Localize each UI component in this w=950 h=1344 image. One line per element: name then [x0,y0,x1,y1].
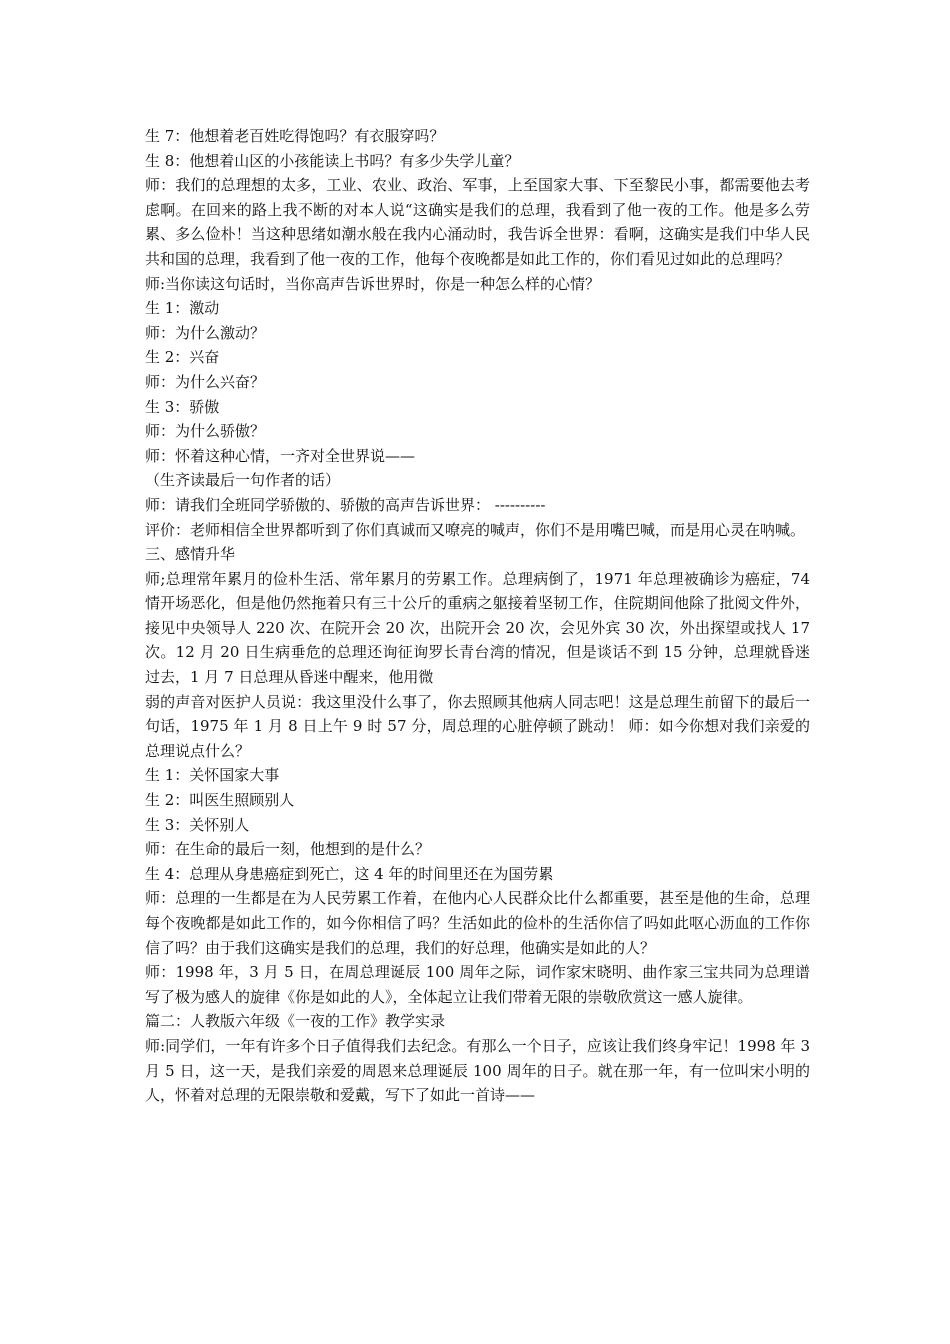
dialogue-line: 师：在生命的最后一刻，他想到的是什么？ [145,840,431,859]
dialogue-line: 师：请我们全班同学骄傲的、骄傲的高声告诉世界： ---------- [145,495,546,514]
teacher-paragraph: 师;总理常年累月的俭朴生活、常年累月的劳累工作。总理病倒了，1971 年总理被确诊为癌症，74 情开场恶化，但是他仍然拖着只有三十公斤的重病之躯接着坚韧工作，住院期间他除了批阅文件外，接见中央领导人 220 次、在院开会 20 次，出院开会 20 次，会见外宾 30 次，外出探望或找人 17 次。12 月 20 日生病垂危的总理还询征询罗长青台湾的情况，但是谈话不到 15 分钟，总理就昏迷过去，1 月 7 日总理从昏迷中醒来，他用微 [145,569,810,687]
dialogue-line: 生 2：叫医生照顾别人 [145,791,295,810]
dialogue-line: 生 3：关怀别人 [145,815,250,834]
teacher-paragraph: 弱的声音对医护人员说：我这里没什么事了，你去照顾其他病人同志吧！这是总理生前留下的最后一句话，1975 年 1 月 8 日上午 9 时 57 分，周总理的心脏停顿了跳动！ 师：如今你想对我们亲爱的总理说点什么？ [145,692,810,760]
evaluation-paragraph: 评价：老师相信全世界都听到了你们真诚而又嘹亮的喊声，你们不是用嘴巴喊，而是用心灵在呐喊。 [145,520,806,539]
dialogue-line: 生 1：关怀国家大事 [145,766,280,785]
teacher-paragraph: 师：总理的一生都是在为人民劳累工作着，在他内心人民群众比什么都重要，甚至是他的生命，总理每个夜晚都是如此工作的，如今你相信了吗？生活如此的俭朴的生活你信了吗如此呕心沥血的工作你信了吗？由于我们这确实是我们的总理，我们的好总理，他确实是如此的人？ [145,889,810,957]
teacher-paragraph: 师:同学们，一年有许多个日子值得我们去纪念。有那么一个日子，应该让我们终身牢记！1998 年 3 月 5 日，这一天，是我们亲爱的周恩来总理诞辰 100 周年的日子。就在那一年，有一位叫宋小明的人，怀着对总理的无限崇敬和爱戴，写下了如此一首诗—— [145,1036,810,1105]
section-heading: 三、感情升华 [145,545,236,564]
dialogue-line: 生 1：激动 [145,299,220,318]
dialogue-line: 师：为什么激动？ [145,323,266,342]
dialogue-line: 师：怀着这种心情，一齐对全世界说—— [145,446,416,465]
stage-direction: （生齐读最后一句作者的话） [145,471,341,490]
dialogue-line: 师：为什么兴奋？ [145,372,266,391]
teacher-paragraph: 师：我们的总理想的太多，工业、农业、政治、军事，上至国家大事、下至黎民小事，都需要他去考虑啊。在回来的路上我不断的对本人说“这确实是我们的总理，我看到了他一夜的工作。他是多么劳累、多么俭朴！当这种思绪如潮水般在我内心涌动时，我告诉全世界：看啊，这确实是我们中华人民共和国的总理，我看到了他一夜的工作，他每个夜晚都是如此工作的，你们看见过如此的总理吗？ [145,176,810,268]
document-body [145,124,810,1108]
dialogue-line: 生 7：他想着老百姓吃得饱吗？有衣服穿吗？ [145,127,445,145]
teacher-paragraph: 师：1998 年，3 月 5 日，在周总理诞辰 100 周年之际，词作家宋晓明、曲作家三宝共同为总理谱写了极为感人的旋律《你是如此的人》，全体起立让我们带着无限的崇敬欣赏这一感人旋律。 [145,963,810,1006]
dialogue-line: 师:当你读这句话时，当你高声告诉世界时，你是一种怎么样的心情？ [145,274,601,293]
dialogue-line: 生 8：他想着山区的小孩能读上书吗？有多少失学儿童？ [145,151,520,170]
chapter-heading: 篇二：人教版六年级《一夜的工作》教学实录 [145,1012,446,1031]
dialogue-line: 师：为什么骄傲？ [145,422,266,441]
dialogue-line: 生 3：骄傲 [145,397,220,416]
dialogue-line: 生 2：兴奋 [145,348,220,367]
dialogue-line: 生 4：总理从身患癌症到死亡，这 4 年的时间里还在为国劳累 [145,864,554,883]
